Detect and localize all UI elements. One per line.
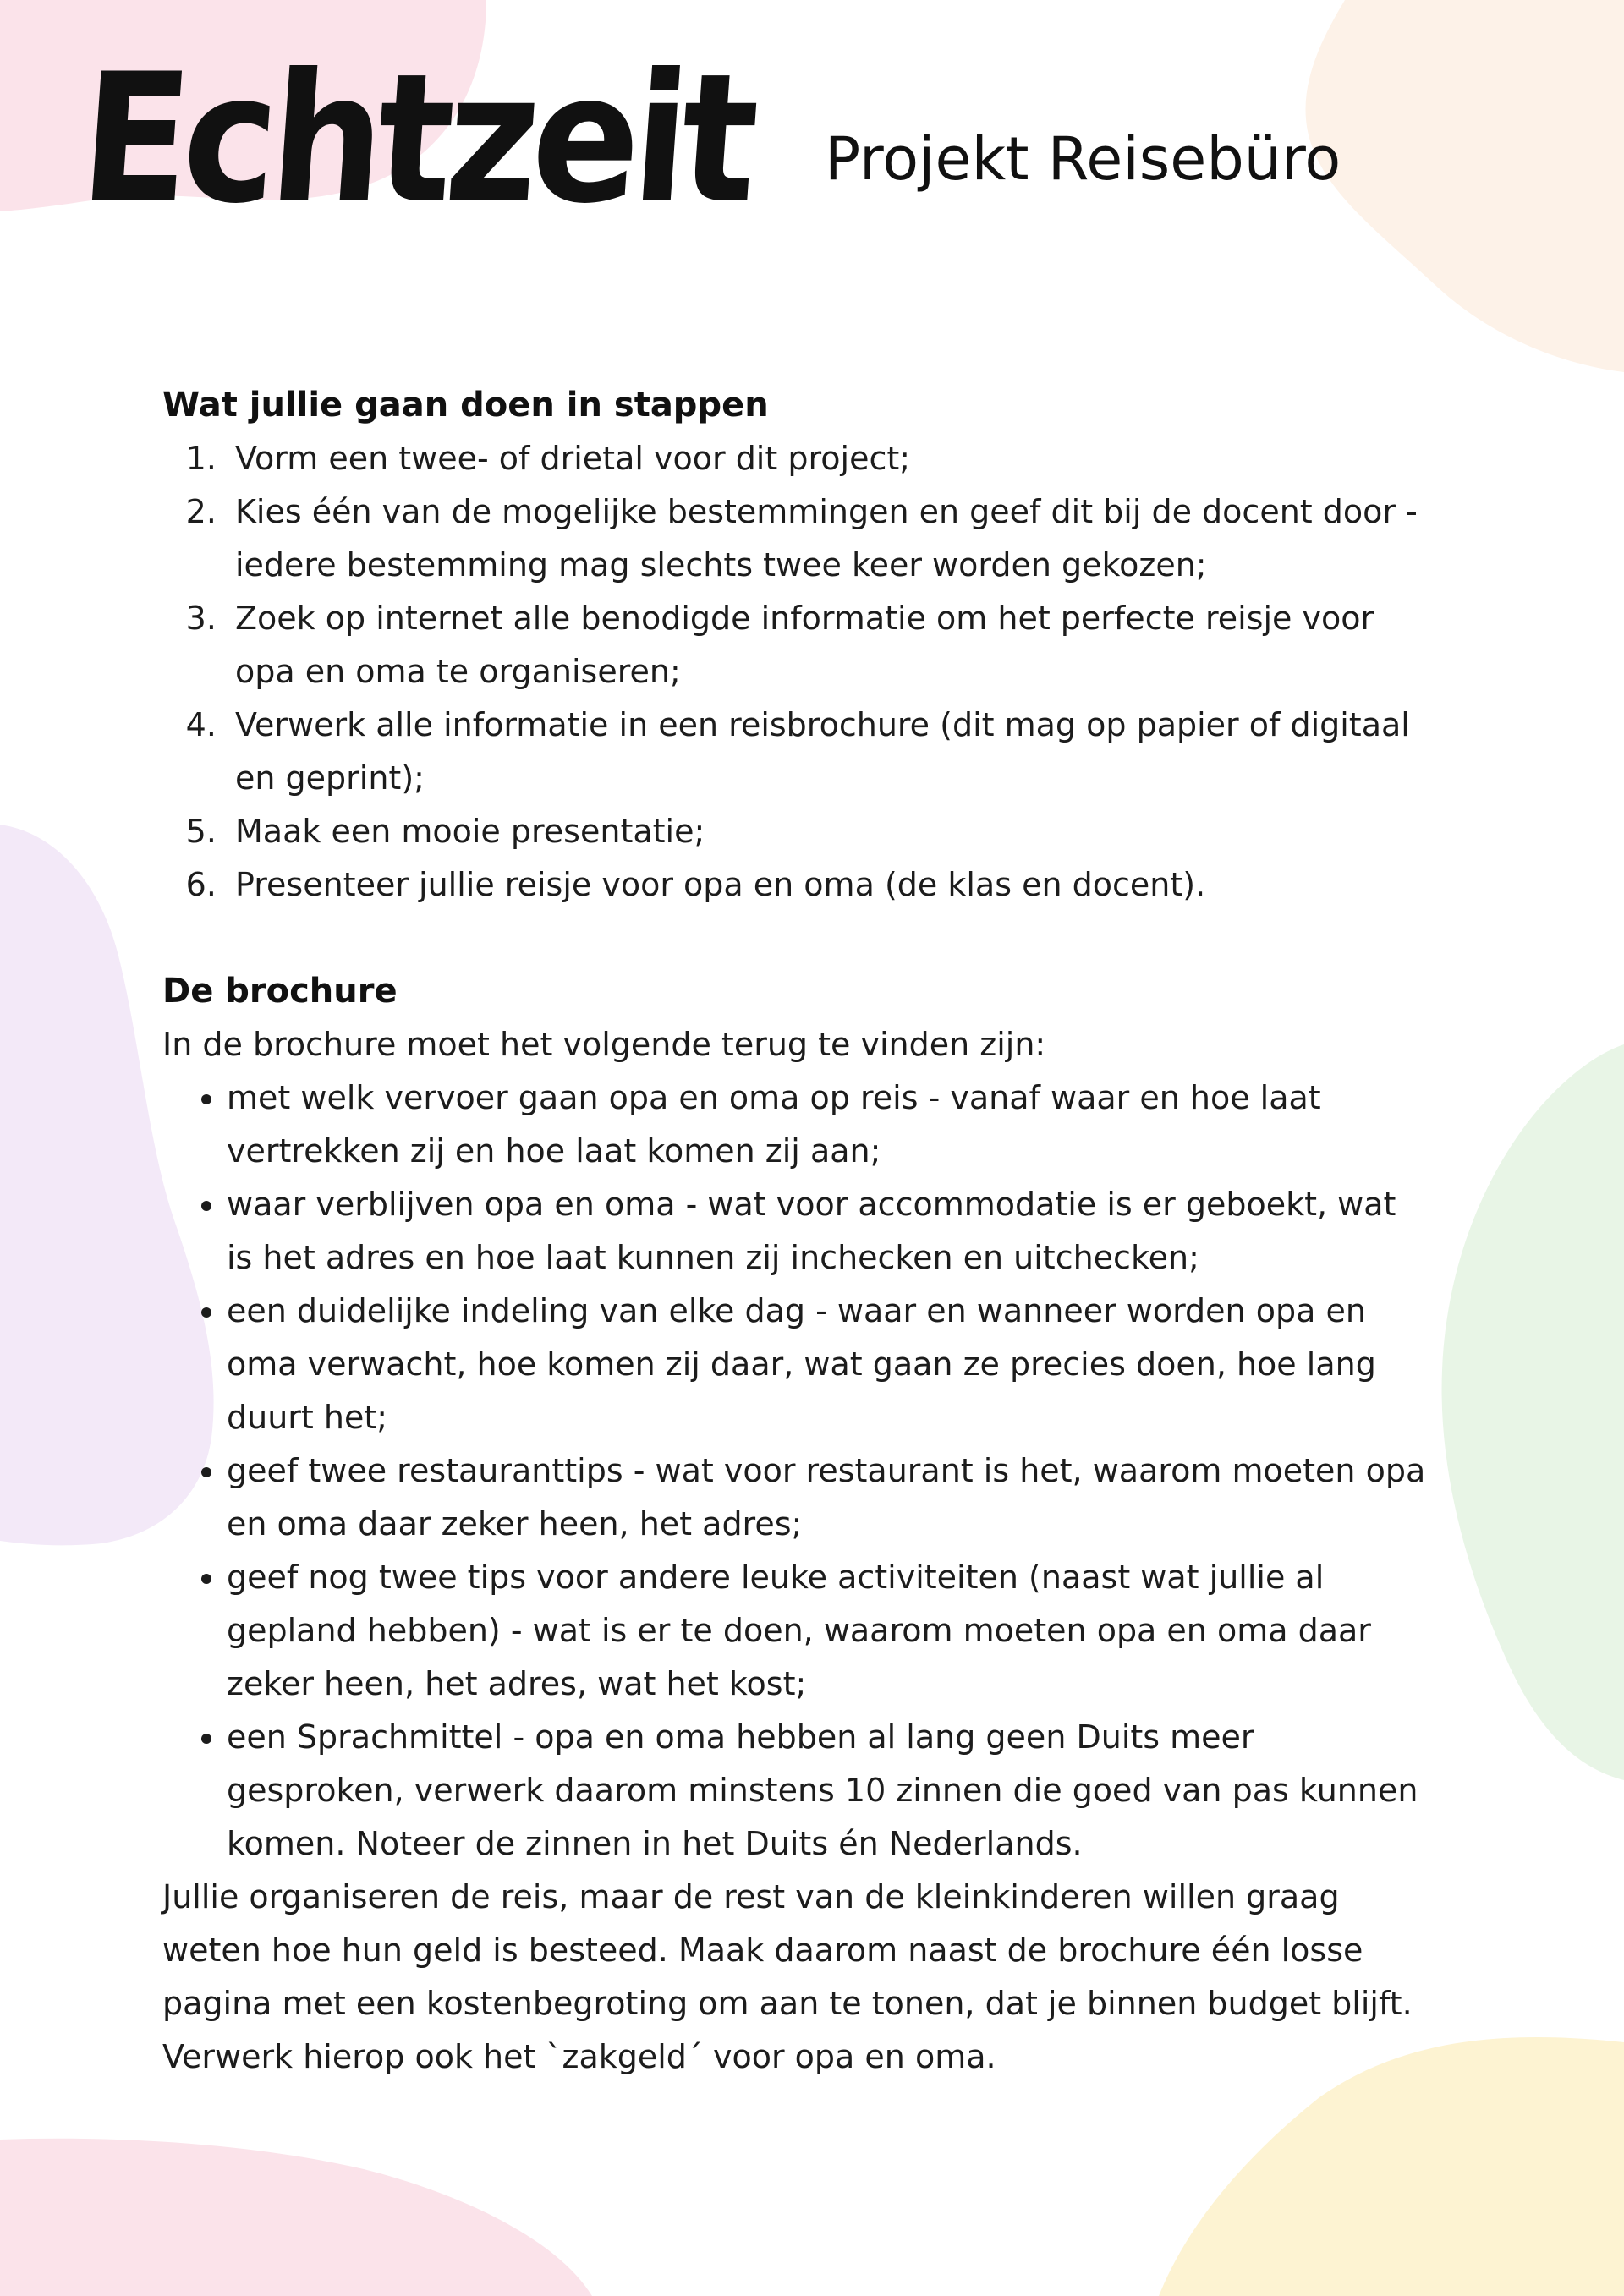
document-body [162,379,1431,2084]
section-spacer [162,912,1431,965]
steps-list [162,432,1431,912]
steps-heading: Wat jullie gaan doen in stappen [162,386,769,425]
step-item: 1. Vorm een twee- of drietal voor dit project; [227,432,1431,485]
requirement-item: • een Sprachmittel - opa en oma hebben al lang geen Duits meer gesproken, verwerk daarom minstens 10 zinnen die goed van pas kunnen komen. Noteer de zinnen in het Duits én Nederlands. [227,1711,1431,1871]
bottom-left-pink-blob [0,2139,592,2296]
brochure-intro: In de brochure moet het volgende terug te vinden zijn: [162,1026,1046,1063]
step-item: 2. Kies één van de mogelijke bestemmingen en geef dit bij de docent door - iedere bestemming mag slechts twee keer worden gekozen; [227,485,1431,592]
step-item: 3. Zoek op internet alle benodigde informatie om het perfecte reisje voor opa en oma te organiseren; [227,592,1431,699]
step-item: 6. Presenteer jullie reisje voor opa en oma (de klas en docent). [227,858,1431,912]
echtzeit-logo: Echtzeit [74,36,759,244]
requirement-item: • waar verblijven opa en oma - wat voor accommodatie is er geboekt, wat is het adres en hoe laat kunnen zij inchecken en uitchecken; [227,1178,1431,1285]
requirement-item: • een duidelijke indeling van elke dag - waar en wanneer worden opa en oma verwacht, hoe komen zij daar, wat gaan ze precies doen, hoe lang duurt het; [227,1285,1431,1444]
step-item: 4. Verwerk alle informatie in een reisbrochure (dit mag op papier of digitaal en geprint); [227,699,1431,805]
top-right-peach-blob [1306,0,1624,372]
budget-paragraph: Jullie organiseren de reis, maar de rest van de kleinkinderen willen graag weten hoe hun geld is besteed. Maak daarom naast de brochure één losse pagina met een kostenbegroting om aan te tonen, dat je binnen budget blijft. Verwerk hierop ook het `zakgeld´ voor opa en oma. [162,1878,1413,2075]
requirement-item: • met welk vervoer gaan opa en oma op reis - vanaf waar en hoe laat vertrekken zij en hoe laat komen zij aan; [227,1071,1431,1178]
step-item: 5. Maak een mooie presentatie; [227,805,1431,858]
page-title: Projekt Reisebüro [825,124,1341,194]
brochure-requirements-list [162,1071,1431,1871]
brochure-heading: De brochure [162,972,398,1011]
requirement-item: • geef nog twee tips voor andere leuke activiteiten (naast wat jullie al gepland hebben) - wat is er te doen, waarom moeten opa en oma daar zeker heen, het adres, wat het kost; [227,1551,1431,1711]
requirement-item: • geef twee restauranttips - wat voor restaurant is het, waarom moeten opa en oma daar zeker heen, het adres; [227,1444,1431,1551]
right-mint-blob [1442,1044,1624,1780]
